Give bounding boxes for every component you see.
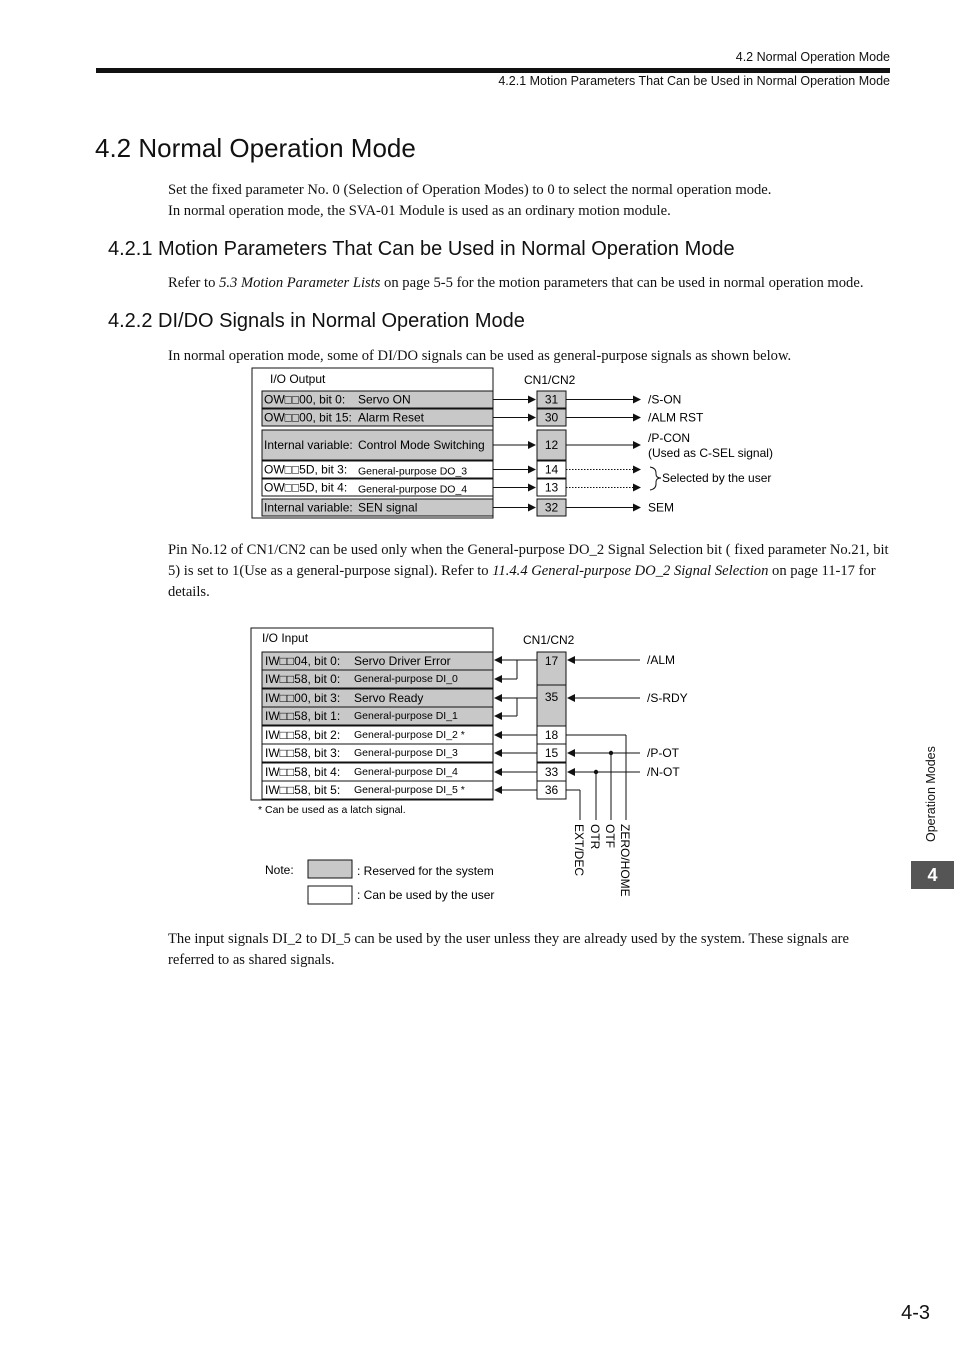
output-row-address: OW□□5D, bit 4: [264, 480, 348, 495]
signal-name: /S-RDY [647, 691, 688, 705]
input-row-description: General-purpose DI_3 [354, 747, 458, 759]
input-row-address: IW□□58, bit 2: [265, 728, 341, 742]
text-post: on page 11-17 for details. [168, 563, 876, 600]
output-row-description: General-purpose DO_4 [358, 483, 468, 496]
input-row-address: IW□□58, bit 0: [265, 672, 341, 686]
signal-name: /P-CON [648, 431, 690, 445]
input-row-description: Servo Driver Error [354, 654, 451, 668]
input-row-address: IW□□58, bit 5: [265, 783, 341, 797]
text-pre: Refer to [168, 275, 220, 291]
input-row-address: IW□□04, bit 0: [265, 654, 341, 668]
connector-pin-number: 12 [544, 438, 559, 452]
connector-pin-number: 15 [544, 746, 559, 760]
section-4-2-1-heading: 4.2.1 Motion Parameters That Can be Used in Normal Operation Mode [108, 238, 735, 260]
legend-reserved-swatch [308, 860, 352, 878]
legend-user-swatch [308, 886, 352, 904]
input-box-title: I/O Input [262, 631, 309, 645]
output-row-description: Servo ON [358, 392, 411, 407]
section-4-2-1-text [168, 273, 893, 294]
legend-note-label: Note: [265, 863, 294, 877]
vertical-signal-label: OTR [588, 824, 602, 850]
header-rule [96, 68, 890, 73]
output-row-address: Internal variable: [264, 500, 353, 515]
connector-pin-number: 36 [544, 783, 559, 797]
connector-label: CN1/CN2 [524, 373, 576, 387]
intro-line-2: In normal operation mode, the SVA-01 Module is used as an ordinary motion module. [168, 203, 671, 219]
input-row-description: Servo Ready [354, 691, 424, 705]
connector-pin-number: 14 [544, 462, 559, 477]
connector-pin-number: 31 [544, 392, 559, 407]
cross-reference: 5.3 Motion Parameter Lists [219, 275, 381, 291]
text-pre: Pin No.12 of CN1/CN2 can be used only when the General-purpose DO_2 Signal Selection bit ( fixed parameter No.21, bit 5) is set to 1(Use as a general-purpose signal). Refer to [168, 542, 889, 579]
connector-pin-number: 32 [544, 500, 559, 515]
connector-pin-number: 35 [544, 690, 559, 704]
page-title: 4.2 Normal Operation Mode [95, 133, 416, 163]
input-row-address: IW□□58, bit 1: [265, 709, 341, 723]
output-row-address: Internal variable: [264, 438, 353, 452]
connector-pin-number: 18 [544, 728, 559, 742]
output-row-description: General-purpose DO_3 [358, 465, 468, 478]
signal-name-note: (Used as C-SEL signal) [648, 446, 773, 460]
input-row-description: General-purpose DI_4 [354, 766, 458, 778]
output-row-address: OW□□5D, bit 3: [264, 462, 348, 477]
running-header-subsection: 4.2.1 Motion Parameters That Can be Used in Normal Operation Mode [498, 74, 890, 88]
intro-line-1: Set the fixed parameter No. 0 (Selection of Operation Modes) to 0 to select the normal operation mode. [168, 182, 772, 198]
pin-note-paragraph [168, 540, 893, 603]
input-row-address: IW□□00, bit 3: [265, 691, 341, 705]
input-row-description: General-purpose DI_5 * [354, 784, 465, 796]
connector-pin-number: 30 [544, 410, 559, 425]
input-row-description: General-purpose DI_1 [354, 710, 458, 722]
input-row-address: IW□□58, bit 4: [265, 765, 341, 779]
signal-name: SEM [648, 500, 675, 515]
junction-dot [594, 770, 598, 774]
connector-pin-number: 13 [544, 480, 559, 495]
output-box-title: I/O Output [270, 372, 326, 386]
output-row-description: Control Mode Switching [358, 438, 485, 452]
text-post: on page 5-5 for the motion parameters that can be used in normal operation mode. [380, 275, 864, 291]
vertical-signal-label: EXT/DEC [572, 824, 586, 877]
signal-name: /N-OT [647, 765, 680, 779]
chapter-tab: 4 [911, 861, 954, 889]
junction-dot [609, 751, 613, 755]
vertical-signal-label: OTF [603, 824, 617, 848]
vertical-signal-label: ZERO/HOME [618, 824, 632, 897]
signal-name: /ALM [647, 653, 676, 667]
connector-pin-number: 33 [544, 765, 559, 779]
legend-reserved-text: : Reserved for the system [357, 864, 494, 878]
side-tab-label: Operation Modes [924, 746, 938, 842]
user-selection-note: Selected by the user [662, 471, 772, 485]
page-number: 4-3 [901, 1302, 930, 1324]
output-row-description: Alarm Reset [358, 410, 425, 425]
latch-footnote: * Can be used as a latch signal. [258, 804, 406, 816]
signal-name: /S-ON [648, 392, 682, 407]
legend-user-text: : Can be used by the user [357, 888, 495, 902]
io-output-diagram [0, 360, 954, 530]
intro-paragraph [168, 180, 893, 222]
running-header-section: 4.2 Normal Operation Mode [735, 50, 890, 64]
connector-pin-number: 17 [544, 654, 559, 668]
output-row-description: SEN signal [358, 500, 418, 515]
closing-paragraph: The input signals DI_2 to DI_5 can be used by the user unless they are already used by the system. These signals are referred to as shared signals. [168, 931, 850, 968]
input-row-description: General-purpose DI_0 [354, 673, 458, 685]
section-4-2-2-text: In normal operation mode, some of DI/DO signals can be used as general-purpose signals as shown below. [168, 348, 792, 364]
signal-name: /ALM RST [648, 410, 704, 425]
input-row-address: IW□□58, bit 3: [265, 746, 341, 760]
cross-reference: 11.4.4 General-purpose DO_2 Signal Selection [492, 563, 769, 579]
signal-name: /P-OT [647, 746, 679, 760]
output-row-address: OW□□00, bit 15: [264, 410, 352, 425]
input-row-description: General-purpose DI_2 * [354, 729, 465, 741]
connector-label: CN1/CN2 [523, 633, 575, 647]
section-4-2-2-heading: 4.2.2 DI/DO Signals in Normal Operation Mode [108, 310, 525, 332]
io-input-diagram [0, 620, 954, 920]
user-selection-brace [650, 467, 661, 490]
output-row-address: OW□□00, bit 0: [264, 392, 346, 407]
